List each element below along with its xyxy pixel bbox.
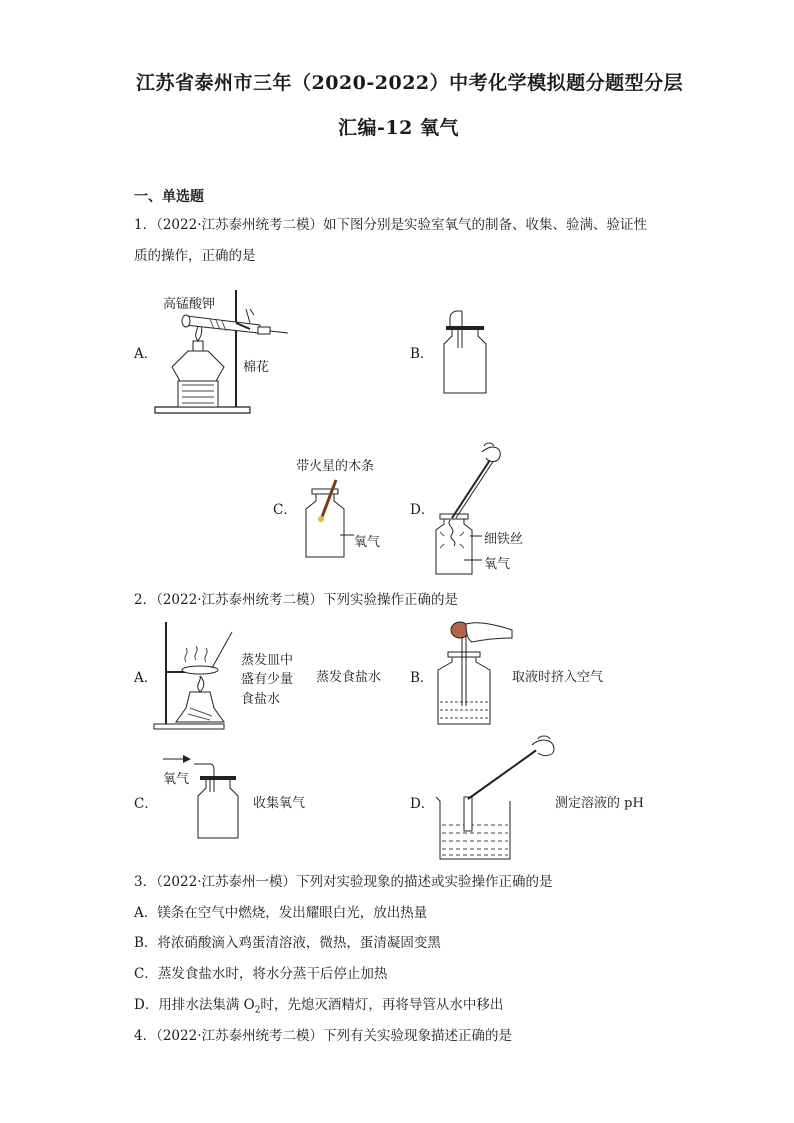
document-title-line2: 汇编-12 氧气	[338, 117, 459, 139]
q1-a-label-potassium-permanganate: 高锰酸钾	[163, 297, 216, 312]
document-title-line1: 江苏省泰州市三年（2020-2022）中考化学模拟题分题型分层	[136, 72, 684, 94]
q1-c-splint-test-figure	[300, 475, 360, 565]
q2-a-label-line2: 盛有少量	[241, 672, 294, 687]
q1-a-heating-apparatus-figure	[150, 285, 290, 415]
q2-c-gas-flow-arrow	[163, 754, 193, 764]
q1-b-gas-collection-bottle-figure	[440, 308, 495, 398]
q1-stem-line2: 质的操作，正确的是	[134, 248, 256, 264]
section-heading: 一、单选题	[134, 189, 204, 205]
q2-a-evaporation-figure	[150, 612, 240, 732]
q1-option-d-letter[interactable]: D．	[410, 502, 435, 518]
q2-option-b-letter[interactable]: B．	[410, 670, 434, 686]
q1-c-label-glowing-splint: 带火星的木条	[296, 459, 375, 474]
q1-option-c-letter[interactable]: C．	[273, 502, 297, 518]
q2-c-label-oxygen: 氧气	[163, 772, 190, 787]
q1-option-a-letter[interactable]: A．	[134, 346, 158, 362]
q2-c-caption: 收集氧气	[253, 796, 306, 811]
q4-stem: 4．（2022·江苏泰州统考二模）下列有关实验现象描述正确的是	[134, 1028, 512, 1044]
q3-option-b[interactable]: B．将浓硝酸滴入鸡蛋清溶液，微热，蛋清凝固变黑	[134, 935, 441, 951]
q2-d-ph-test-figure	[430, 735, 560, 865]
q2-a-label-line3: 食盐水	[241, 692, 281, 707]
q2-b-dropper-figure	[430, 620, 515, 730]
q1-a-label-cotton: 棉花	[243, 360, 270, 375]
q3-option-d-post: 时，先熄灭酒精灯，再将导管从水中移出	[260, 997, 504, 1013]
q1-d-iron-wire-combustion-figure	[430, 440, 510, 580]
q3-stem: 3．（2022·江苏泰州一模）下列对实验现象的描述或实验操作正确的是	[134, 874, 553, 890]
q1-d-label-oxygen: 氧气	[484, 557, 511, 572]
q2-d-caption: 测定溶液的 pH	[555, 796, 644, 811]
q3-option-d-subscript: 2	[254, 1005, 261, 1016]
q3-option-d[interactable]	[134, 993, 503, 1016]
q3-option-c[interactable]: C．蒸发食盐水时，将水分蒸干后停止加热	[134, 966, 388, 982]
q1-c-label-oxygen: 氧气	[354, 535, 381, 550]
q2-stem: 2．（2022·江苏泰州统考二模）下列实验操作正确的是	[134, 592, 458, 608]
q2-option-d-letter[interactable]: D．	[410, 796, 435, 812]
q2-c-oxygen-collection-figure	[190, 758, 250, 843]
q2-option-c-letter[interactable]: C．	[134, 796, 158, 812]
q1-stem-line1: 1．（2022·江苏泰州统考二模）如下图分别是实验室氧气的制备、收集、验满、验证性	[134, 217, 647, 233]
q2-a-caption: 蒸发食盐水	[316, 670, 382, 685]
q1-d-label-iron-wire: 细铁丝	[484, 532, 524, 547]
q3-option-a[interactable]: A．镁条在空气中燃烧，发出耀眼白光，放出热量	[134, 905, 428, 921]
q2-option-a-letter[interactable]: A．	[134, 670, 158, 686]
q3-option-d-pre: D．用排水法集满 O	[134, 997, 255, 1013]
q2-a-label-line1: 蒸发皿中	[241, 653, 294, 668]
q1-option-b-letter[interactable]: B．	[410, 346, 434, 362]
q2-b-caption: 取液时挤入空气	[512, 670, 604, 685]
